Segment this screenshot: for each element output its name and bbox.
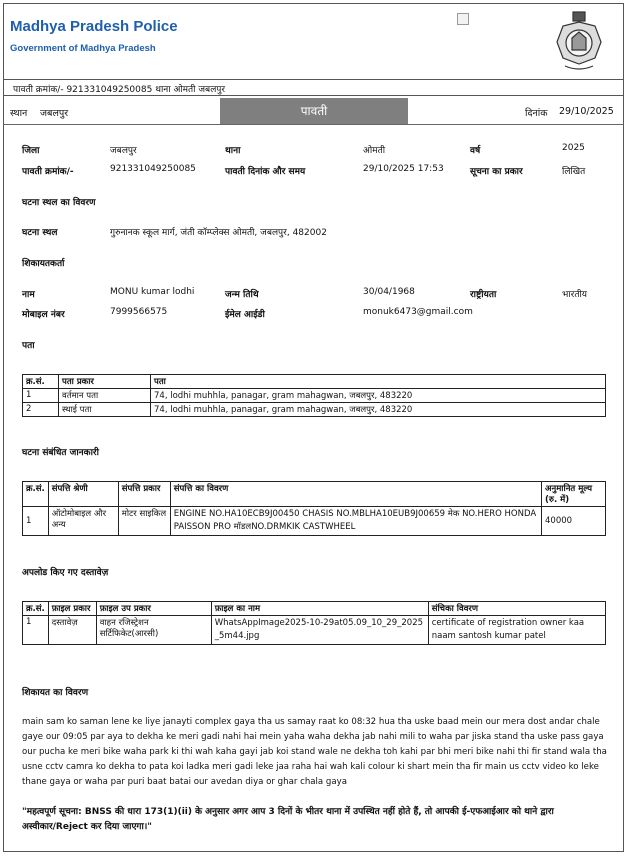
table-header-cell: संचिका विवरण <box>428 602 605 616</box>
table-header-cell: क्र.सं. <box>23 602 49 616</box>
place-label: स्थान <box>10 108 28 119</box>
receipt-banner: पावती <box>220 98 408 125</box>
table-cell: ENGINE NO.HA10ECB9J00450 CHASIS NO.MBLHA10EUB9J00659 मेक NO.HERO HONDA PAISSON PRO मॉडलNO.DRMKIK CASTWHEEL <box>170 507 541 536</box>
incident-place-label: घटना स्थल <box>22 228 58 238</box>
year-label: वर्ष <box>470 146 481 156</box>
table-row <box>23 403 606 417</box>
property-table-header <box>23 482 606 507</box>
table-cell: 74, lodhi muhhla, panagar, gram mahagwan, जबलपुर, 483220 <box>151 389 606 403</box>
nationality-value: भारतीय <box>562 290 588 300</box>
complaint-heading: शिकायत का विवरण <box>22 688 89 698</box>
station-value: ओमती <box>363 146 386 156</box>
table-cell: दस्तावेज़ <box>48 616 96 645</box>
broken-image-icon <box>457 13 469 25</box>
org-title: Madhya Pradesh Police <box>10 18 178 35</box>
table-cell: 40000 <box>542 507 606 536</box>
table-cell: 1 <box>23 507 49 536</box>
table-cell: 1 <box>23 616 49 645</box>
email-label: ईमेल आईडी <box>225 310 265 320</box>
date-label: दिनांक <box>525 108 548 119</box>
table-cell: स्थाई पता <box>59 403 151 417</box>
table-header-cell: संपत्ति श्रेणी <box>48 482 118 507</box>
document-file-link[interactable]: WhatsAppImage2025-10-29at05.09_10_29_2025_5m44.jpg <box>211 616 428 645</box>
table-cell: certificate of registration owner kaa naam santosh kumar patel <box>428 616 605 645</box>
district-label: जिला <box>22 146 40 156</box>
documents-table <box>22 601 606 645</box>
address-heading: पता <box>22 341 35 351</box>
table-cell: वर्तमान पता <box>59 389 151 403</box>
receipt-strip <box>3 79 624 96</box>
mobile-value: 7999566575 <box>110 307 168 317</box>
table-cell: ऑटोमोबाइल और अन्य <box>48 507 118 536</box>
table-header-cell: फ़ाइल उप प्रकार <box>96 602 211 616</box>
dob-value: 30/04/1968 <box>363 287 415 297</box>
email-value: monuk6473@gmail.com <box>363 307 473 317</box>
receipt-no-value: 921331049250085 <box>110 164 196 174</box>
table-cell: 74, lodhi muhhla, panagar, gram mahagwan, जबलपुर, 483220 <box>151 403 606 417</box>
table-cell: मोटर साइकिल <box>118 507 170 536</box>
mp-police-emblem-icon <box>551 10 607 72</box>
mobile-label: मोबाइल नंबर <box>22 310 65 320</box>
table-header-cell: क्र.सं. <box>23 375 59 389</box>
table-header-cell: संपत्ति प्रकार <box>118 482 170 507</box>
info-type-label: सूचना का प्रकार <box>470 167 523 177</box>
documents-table-header <box>23 602 606 616</box>
year-value: 2025 <box>562 143 585 153</box>
table-cell: 2 <box>23 403 59 417</box>
incident-place-heading: घटना स्थल का विवरण <box>22 198 96 208</box>
table-row <box>23 389 606 403</box>
complainant-heading: शिकायतकर्ता <box>22 259 65 269</box>
info-type-value: लिखित <box>562 167 586 177</box>
table-header-cell: पता <box>151 375 606 389</box>
station-label: थाना <box>225 146 241 156</box>
section-divider <box>3 124 624 125</box>
table-row <box>23 616 606 645</box>
dob-label: जन्म तिथि <box>225 290 259 300</box>
place-value: जबलपुर <box>40 108 69 119</box>
table-cell: वाहन रजिस्ट्रेशन सर्टिफिकेट(आरसी) <box>96 616 211 645</box>
table-header-cell: अनुमानित मूल्य (रु. में) <box>542 482 606 507</box>
table-header-cell: फ़ाइल का नाम <box>211 602 428 616</box>
name-label: नाम <box>22 290 35 300</box>
address-table <box>22 374 606 417</box>
receipt-datetime-value: 29/10/2025 17:53 <box>363 164 444 174</box>
important-notice: "महत्वपूर्ण सूचना: BNSS की धारा 173(1)(ii) के अनुसार अगर आप 3 दिनों के भीतर थाना में उपस्थित नहीं होते हैं, तो आपकी ई-एफआईआर को थाने द्वारा अस्वीकार/Reject कर दिया जाएगा।" <box>22 807 554 832</box>
name-value: MONU kumar lodhi <box>110 287 195 297</box>
date-value: 29/10/2025 <box>559 106 614 117</box>
receipt-strip-text: पावती क्रमांक/- 921331049250085 थाना ओमती जबलपुर <box>13 85 226 95</box>
district-value: जबलपुर <box>110 146 137 156</box>
nationality-label: राष्ट्रीयता <box>470 290 497 300</box>
table-row <box>23 507 606 536</box>
property-heading: घटना संबंधित जानकारी <box>22 448 99 458</box>
org-subtitle: Government of Madhya Pradesh <box>10 43 156 54</box>
table-header-cell: क्र.सं. <box>23 482 49 507</box>
table-header-cell: संपत्ति का विवरण <box>170 482 541 507</box>
address-table-header <box>23 375 606 389</box>
table-header-cell: फ़ाइल प्रकार <box>48 602 96 616</box>
receipt-no-label: पावती क्रमांक/- <box>22 167 74 177</box>
property-table <box>22 481 606 536</box>
documents-heading: अपलोड किए गए दस्तावेज़ <box>22 568 109 578</box>
receipt-datetime-label: पावती दिनांक और समय <box>225 167 306 177</box>
complaint-text: main sam ko saman lene ke liye janayti complex gaya tha us samay raat ko 08:32 hua tha uske baad mein our mera dost andar chale gaye our 09:05 par aya to dekha ke meri gadi nahi hai mein yaha waha dekha jab nahi mili to waha par jiska stand tha uske pass gaya our pucha ke meri bike waha park ki thi wah kaha gayi jab koi stand wale ne dekha toh kahi par bhi meri bike nahi thi fir stand wala tha usne cctv camra ko dekha to pata koi ladka meri gadi leke jaa raha hai wah kali colour ki shart mein tha fir main us cctv video ko leke thane gaya or waha par puri baat batai our avedan diya or ghar chala gaya <box>22 717 607 787</box>
table-header-cell: पता प्रकार <box>59 375 151 389</box>
incident-place-value: गुरुनानक स्कूल मार्ग, जंती कॉम्प्लेक्स ओमती, जबलपुर, 482002 <box>110 228 327 238</box>
table-cell: 1 <box>23 389 59 403</box>
